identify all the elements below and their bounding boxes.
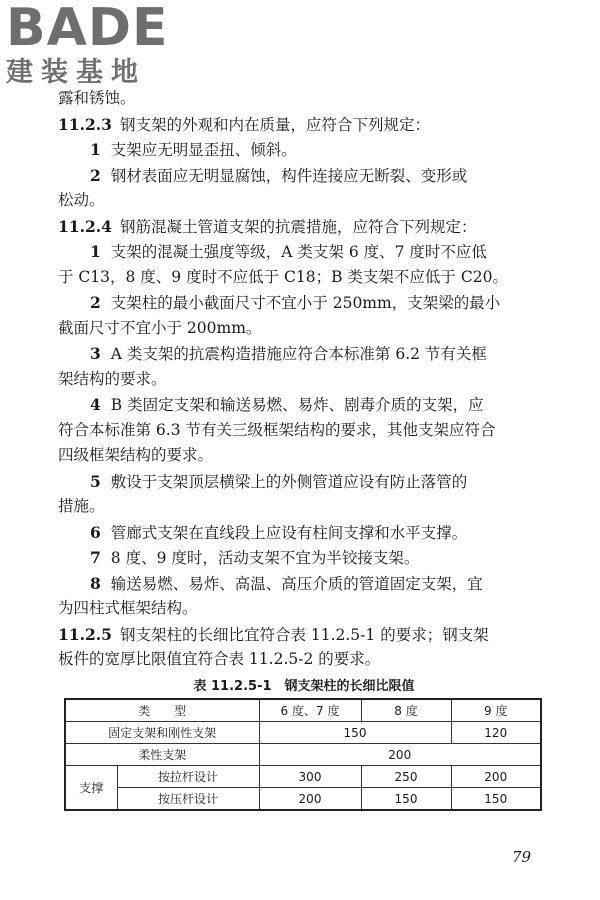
item-text: 输送易燃、易炸、高温、高压介质的管道固定支架，宜 xyxy=(110,574,483,593)
item-number: 7 xyxy=(90,548,101,567)
list-item xyxy=(58,341,550,367)
table-cell: 150 xyxy=(451,788,541,811)
clause-text: 钢支架柱的长细比宜符合表 11.2.5-1 的要求；钢支架 xyxy=(119,625,489,644)
clause-text: 钢支架的外观和内在质量，应符合下列规定： xyxy=(119,115,430,134)
item-text: 支架应无明显歪扭、倾斜。 xyxy=(110,141,297,159)
row-label: 柔性支架 xyxy=(65,744,259,766)
list-item xyxy=(58,290,550,316)
list-item xyxy=(58,239,550,265)
clause-number: 11.2.4 xyxy=(58,216,112,236)
header-9-degree: 9 度 xyxy=(451,699,541,722)
item-continuation: 截面尺寸不宜小于 200mm。 xyxy=(58,318,262,337)
item-text: 钢材表面应无明显腐蚀，构件连接应无断裂、变形或 xyxy=(110,166,468,185)
header-8-degree: 8 度 xyxy=(361,699,451,722)
table-row xyxy=(65,722,541,744)
header-6-7-degree: 6 度、7 度 xyxy=(259,699,361,722)
item-number: 5 xyxy=(90,471,101,491)
clause-text: 钢筋混凝土管道支架的抗震措施，应符合下列规定： xyxy=(119,217,477,236)
item-text: A 类支架的抗震构造措施应符合本标准第 6.2 节有关框 xyxy=(110,345,487,363)
list-item xyxy=(58,137,550,163)
item-continuation: 符合本标准第 6.3 节有关三级框架结构的要求，其他支架应符合 xyxy=(58,420,496,439)
item-text: 8 度、9 度时，活动支架不宜为半铰接支架。 xyxy=(110,549,420,567)
item-number: 6 xyxy=(90,522,101,542)
item-number: 2 xyxy=(90,165,101,185)
item-text: 管廊式支架在直线段上应设有柱间支撑和水平支撑。 xyxy=(110,523,468,542)
table-caption: 表 11.2.5-1 钢支架柱的长细比限值 xyxy=(193,679,415,694)
list-item xyxy=(58,469,550,495)
table-cell: 250 xyxy=(361,766,451,788)
group-label-brace: 支撑 xyxy=(65,766,117,811)
item-continuation: 为四柱式框架结构。 xyxy=(58,599,198,617)
header-type: 类 型 xyxy=(65,699,259,722)
clause-11-2-4-heading xyxy=(58,214,550,240)
logo-subtitle: 建装基地 xyxy=(6,57,146,88)
clause-number: 11.2.5 xyxy=(58,624,112,644)
item-number: 3 xyxy=(90,344,101,363)
item-text: 支架柱的最小截面尺寸不宜小于 250mm，支架梁的最小 xyxy=(110,294,501,312)
table-row xyxy=(65,766,541,788)
table-cell: 200 xyxy=(259,744,541,766)
row-label: 按压杆设计 xyxy=(117,788,259,811)
slenderness-limit-table xyxy=(64,698,542,811)
paragraph-line: 露和锈蚀。 xyxy=(58,89,136,107)
list-item xyxy=(58,545,550,571)
item-continuation: 四级框架结构的要求。 xyxy=(58,446,214,464)
logo-wordmark: BADE xyxy=(6,0,169,58)
table-cell: 120 xyxy=(451,722,541,744)
table-cell: 150 xyxy=(361,788,451,811)
item-text: 支架的混凝土强度等级，A 类支架 6 度、7 度时不应低 xyxy=(110,243,487,261)
list-item xyxy=(58,571,550,597)
item-continuation: 措施。 xyxy=(58,497,105,515)
row-label: 固定支架和刚性支架 xyxy=(65,722,259,744)
item-number: 1 xyxy=(90,242,101,261)
item-number: 4 xyxy=(90,395,101,414)
item-text: 敷设于支架顶层横梁上的外侧管道应设有防止落管的 xyxy=(110,472,468,491)
table-cell: 200 xyxy=(451,766,541,788)
item-continuation: 于 C13，8 度、9 度时不应低于 C18；B 类支架不应低于 C20。 xyxy=(58,267,508,286)
list-item xyxy=(58,392,550,418)
table-row xyxy=(65,744,541,766)
table-cell: 150 xyxy=(259,722,451,744)
table-row xyxy=(65,788,541,811)
document-body xyxy=(58,86,550,673)
item-number: 1 xyxy=(90,140,101,159)
item-continuation: 架结构的要求。 xyxy=(58,369,167,388)
table-header-row xyxy=(65,699,541,722)
table-cell: 300 xyxy=(259,766,361,788)
table-cell: 200 xyxy=(259,788,361,811)
page-number: 79 xyxy=(512,848,532,866)
item-text: B 类固定支架和输送易燃、易炸、剧毒介质的支架，应 xyxy=(110,396,484,414)
item-continuation: 松动。 xyxy=(58,191,105,209)
clause-11-2-5-heading xyxy=(58,622,550,648)
site-logo xyxy=(6,2,181,92)
row-label: 按拉杆设计 xyxy=(117,766,259,788)
clause-number: 11.2.3 xyxy=(58,114,112,134)
list-item xyxy=(58,163,550,189)
item-number: 8 xyxy=(90,573,101,593)
list-item xyxy=(58,520,550,546)
item-number: 2 xyxy=(90,293,101,312)
clause-11-2-3-heading xyxy=(58,112,550,138)
clause-continuation: 板件的宽厚比限值宜符合表 11.2.5-2 的要求。 xyxy=(58,650,381,668)
